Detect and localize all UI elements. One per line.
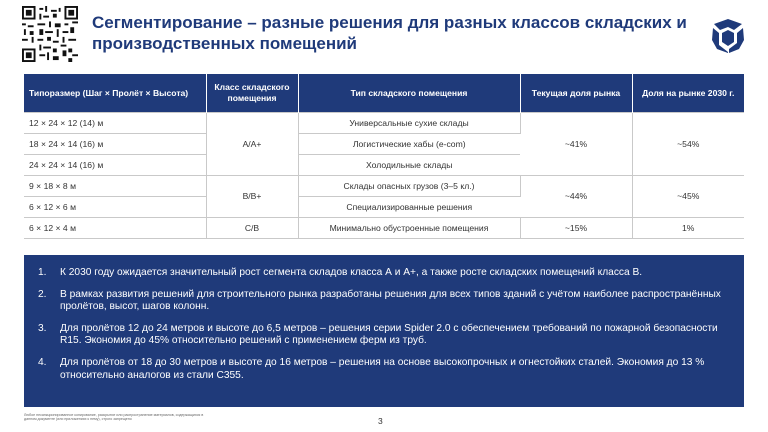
list-item bbox=[38, 289, 730, 314]
table-header-row bbox=[24, 74, 744, 112]
table-row bbox=[24, 217, 744, 238]
header-size: Типоразмер (Шаг × Пролёт × Высота) bbox=[24, 74, 206, 112]
header-current-share: Текущая доля рынка bbox=[520, 74, 632, 112]
note-number: 3. bbox=[38, 322, 47, 334]
company-logo-icon bbox=[708, 16, 748, 56]
header-type: Тип складского помещения bbox=[298, 74, 520, 112]
cell-share-2030: ~54% bbox=[632, 112, 744, 175]
list-item bbox=[38, 357, 730, 382]
segmentation-table bbox=[24, 74, 744, 239]
cell-type: Специализированные решения bbox=[298, 196, 520, 217]
cell-type: Холодильные склады bbox=[298, 154, 520, 175]
header-class: Класс складского помещения bbox=[206, 74, 298, 112]
cell-share-2030: ~45% bbox=[632, 175, 744, 217]
qr-code-icon bbox=[22, 6, 78, 62]
cell-size: 18 × 24 × 14 (16) м bbox=[24, 133, 206, 154]
note-text: Для пролётов от 18 до 30 метров и высоте до 16 метров – решения на основе высокопрочных и огнестойких сталей. Экономия до 13 % относительно аналогов из стали С355. bbox=[60, 356, 705, 381]
cell-type: Универсальные сухие склады bbox=[298, 112, 520, 133]
note-text: К 2030 году ожидается значительный рост сегмента складов класса А и А+, а также росте складских помещений класса В. bbox=[60, 267, 643, 278]
notes-panel bbox=[24, 255, 744, 407]
note-text: В рамках развития решений для строительного рынка разработаны решения для всех типов зданий с учётом наиболее распространённых пролётов, высот, шагов колонн. bbox=[60, 288, 721, 313]
note-number: 1. bbox=[38, 267, 47, 278]
note-number: 4. bbox=[38, 356, 47, 368]
cell-type: Минимально обустроенные помещения bbox=[298, 217, 520, 238]
cell-current-share: ~44% bbox=[520, 175, 632, 217]
page-number: 3 bbox=[378, 416, 383, 426]
cell-class: C/B bbox=[206, 217, 298, 238]
list-item bbox=[38, 267, 730, 280]
table-row bbox=[24, 112, 744, 133]
cell-class: B/B+ bbox=[206, 175, 298, 217]
confidentiality-footnote: Любое несанкционированное копирование, раскрытие или распространение материалов, содержащихся в данном документе (или приложениях к нему), строго запрещено bbox=[24, 413, 204, 422]
cell-size: 9 × 18 × 8 м bbox=[24, 175, 206, 196]
list-item bbox=[38, 323, 730, 348]
cell-current-share: ~15% bbox=[520, 217, 632, 238]
cell-type: Логистические хабы (e-com) bbox=[298, 133, 520, 154]
note-number: 2. bbox=[38, 288, 47, 300]
cell-size: 24 × 24 × 14 (16) м bbox=[24, 154, 206, 175]
cell-type: Склады опасных грузов (3–5 кл.) bbox=[298, 175, 520, 196]
header-share-2030: Доля на рынке 2030 г. bbox=[632, 74, 744, 112]
cell-share-2030: 1% bbox=[632, 217, 744, 238]
notes-list bbox=[38, 267, 730, 382]
cell-class: A/A+ bbox=[206, 112, 298, 175]
cell-size: 6 × 12 × 6 м bbox=[24, 196, 206, 217]
cell-current-share: ~41% bbox=[520, 112, 632, 175]
page-title: Сегментирование – разные решения для разных классов складских и производственных помещений bbox=[92, 13, 687, 53]
note-text: Для пролётов 12 до 24 метров и высоте до 6,5 метров – решения серии Spider 2.0 с обеспечением требований по пожарной безопасности R15. Экономия до 45% относительно решений с применением ферм из труб. bbox=[60, 322, 718, 347]
cell-size: 12 × 24 × 12 (14) м bbox=[24, 112, 206, 133]
cell-size: 6 × 12 × 4 м bbox=[24, 217, 206, 238]
table-row bbox=[24, 175, 744, 196]
